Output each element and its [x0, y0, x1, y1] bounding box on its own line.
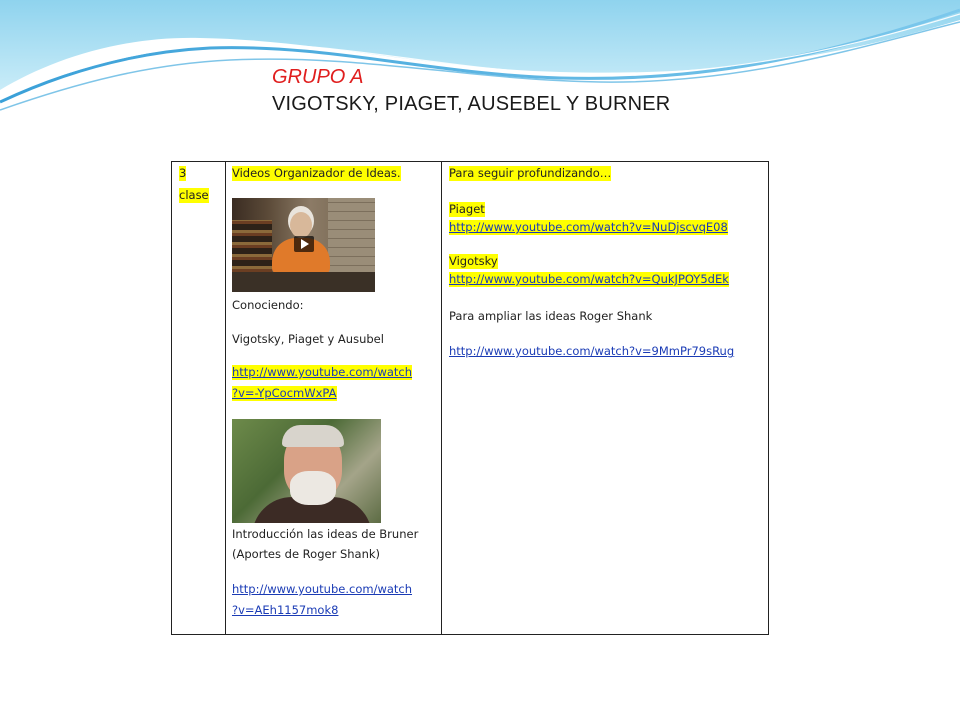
- caption-bruner: Introducción las ideas de Bruner: [232, 527, 419, 541]
- shank-label: Para ampliar las ideas Roger Shank: [449, 309, 653, 323]
- play-icon[interactable]: [294, 236, 314, 252]
- resources-intro: Para seguir profundizando…: [449, 166, 612, 180]
- piaget-link[interactable]: http://www.youtube.com/watch?v=NuDjscvqE08: [449, 220, 728, 234]
- slide-heading: [272, 64, 670, 118]
- resources-column: [441, 162, 768, 634]
- caption-conociendo: Conociendo:: [232, 298, 304, 312]
- link-bruner-line2[interactable]: ?v=AEh1157mok8: [232, 603, 339, 617]
- session-column: [172, 162, 226, 634]
- photo-bruner: [232, 419, 381, 523]
- content-table: [171, 161, 769, 635]
- link-bruner-line1[interactable]: http://www.youtube.com/watch: [232, 582, 413, 596]
- link-conociendo-line1[interactable]: http://www.youtube.com/watch: [232, 365, 413, 379]
- group-title: GRUPO A: [272, 66, 364, 88]
- shank-link[interactable]: http://www.youtube.com/watch?v=9MmPr79sRug: [449, 344, 735, 358]
- link-conociendo-line2[interactable]: ?v=-YpCocmWxPA: [232, 386, 337, 400]
- caption-shank: (Aportes de Roger Shank): [232, 547, 381, 561]
- authors-title: VIGOTSKY, PIAGET, AUSEBEL Y BURNER: [272, 93, 671, 115]
- session-number: 3: [179, 166, 187, 180]
- video-thumbnail-conociendo[interactable]: [232, 198, 375, 292]
- vigotsky-link[interactable]: http://www.youtube.com/watch?v=QukJPOY5dEk: [449, 272, 729, 286]
- piaget-label: Piaget: [449, 202, 485, 216]
- videos-title: Videos Organizador de Ideas.: [232, 166, 401, 180]
- caption-authors: Vigotsky, Piaget y Ausubel: [232, 332, 384, 346]
- session-label: clase: [179, 188, 209, 202]
- vigotsky-label: Vigotsky: [449, 254, 498, 268]
